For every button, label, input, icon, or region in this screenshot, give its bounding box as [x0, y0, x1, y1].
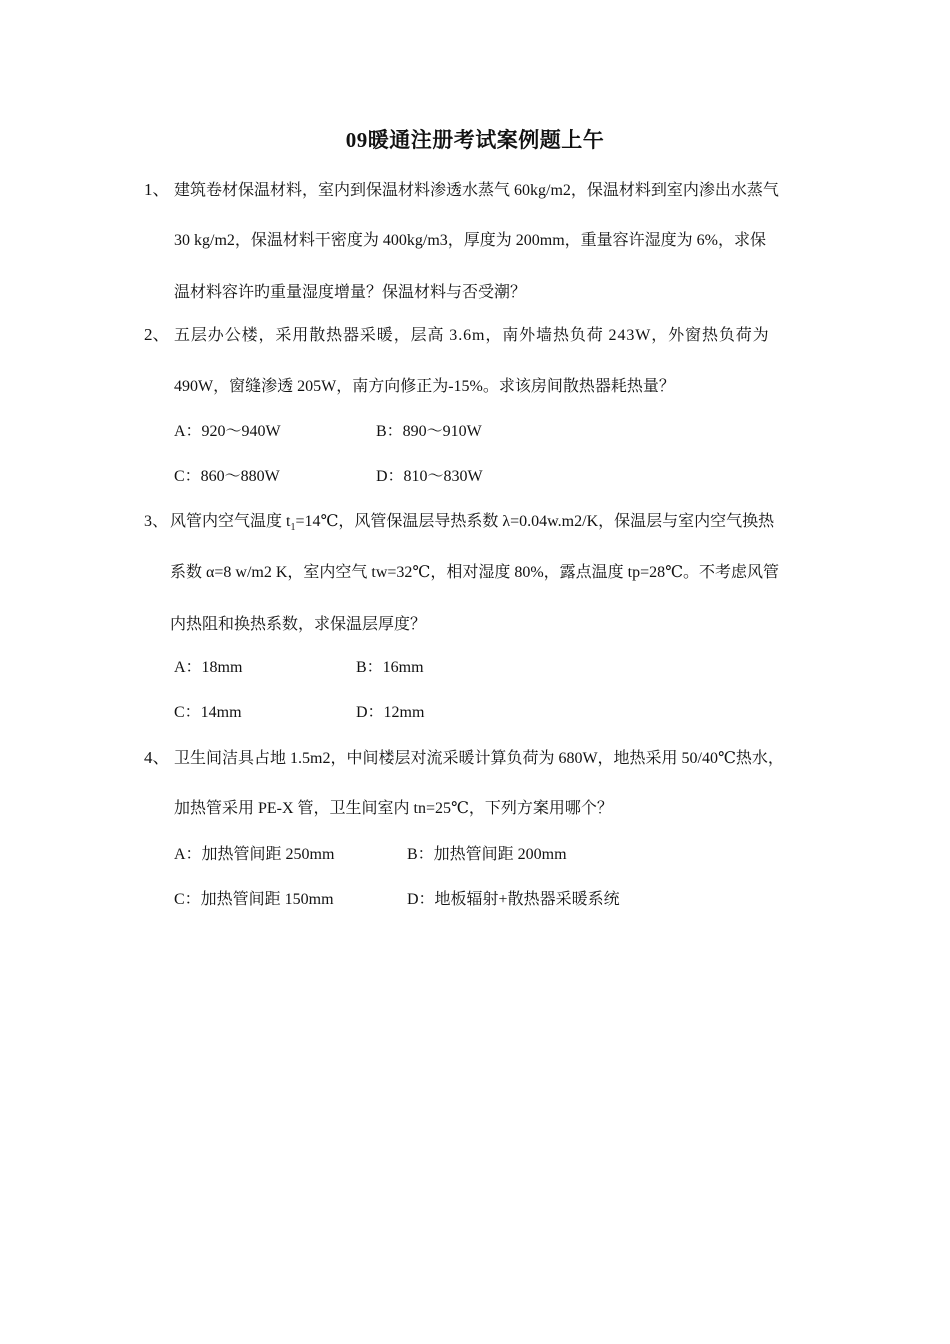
text-segment: 风管内空气温度 t — [170, 513, 291, 530]
question-text-line: 温材料容许旳重量湿度增量？保温材料与否受潮？ — [174, 284, 527, 301]
subscript: 1 — [290, 522, 296, 534]
question-text-line — [170, 512, 774, 538]
question-text-line: 30 kg/m2，保温材料干密度为 400kg/m3，厚度为 200mm，重量容许湿度为 6%，求保 — [174, 232, 767, 249]
text-segment: =14℃，风管保温层导热系数 λ=0.04w.m2/K，保温层与室内空气换热 — [295, 513, 775, 530]
question-number: 1、 — [144, 180, 170, 199]
question-text-line: 五层办公楼，采用散热器采暖，层高 3.6m，南外墙热负荷 243W，外窗热负荷为 — [174, 327, 770, 344]
question-number: 4、 — [144, 748, 170, 767]
option-c: C：加热管间距 150mm — [174, 891, 334, 908]
option-d: D：12mm — [356, 704, 425, 721]
option-a: A：920～940W — [174, 423, 281, 440]
question-text-line: 系数 α=8 w/m2 K，室内空气 tw=32℃，相对湿度 80%，露点温度 tp=28℃。不考虑风管 — [170, 564, 780, 581]
option-c: C：14mm — [174, 704, 242, 721]
question-text-line: 内热阻和换热系数，求保温层厚度？ — [170, 616, 427, 633]
option-c: C：860～880W — [174, 468, 280, 485]
document-title: 09暖通注册考试案例题上午 — [345, 128, 605, 152]
question-text-line: 建筑卷材保温材料，室内到保温材料渗透水蒸气 60kg/m2，保温材料到室内渗出水蒸气 — [174, 182, 779, 199]
option-b: B：16mm — [356, 659, 424, 676]
option-a: A：18mm — [174, 659, 243, 676]
option-a: A：加热管间距 250mm — [174, 846, 335, 863]
option-d: D：地板辐射+散热器采暖系统 — [407, 891, 620, 908]
question-text-line: 卫生间洁具占地 1.5m2，中间楼层对流采暖计算负荷为 680W，地热采用 50/40℃热水， — [174, 750, 784, 767]
question-text-line: 加热管采用 PE-X 管，卫生间室内 tn=25℃，下列方案用哪个？ — [174, 800, 613, 817]
option-d: D：810～830W — [376, 468, 483, 485]
question-number: 2、 — [144, 325, 170, 344]
question-text-line: 490W，窗缝渗透 205W，南方向修正为-15%。求该房间散热器耗热量？ — [174, 378, 675, 395]
option-b: B：加热管间距 200mm — [407, 846, 567, 863]
question-number: 3、 — [144, 513, 169, 530]
option-b: B：890～910W — [376, 423, 482, 440]
